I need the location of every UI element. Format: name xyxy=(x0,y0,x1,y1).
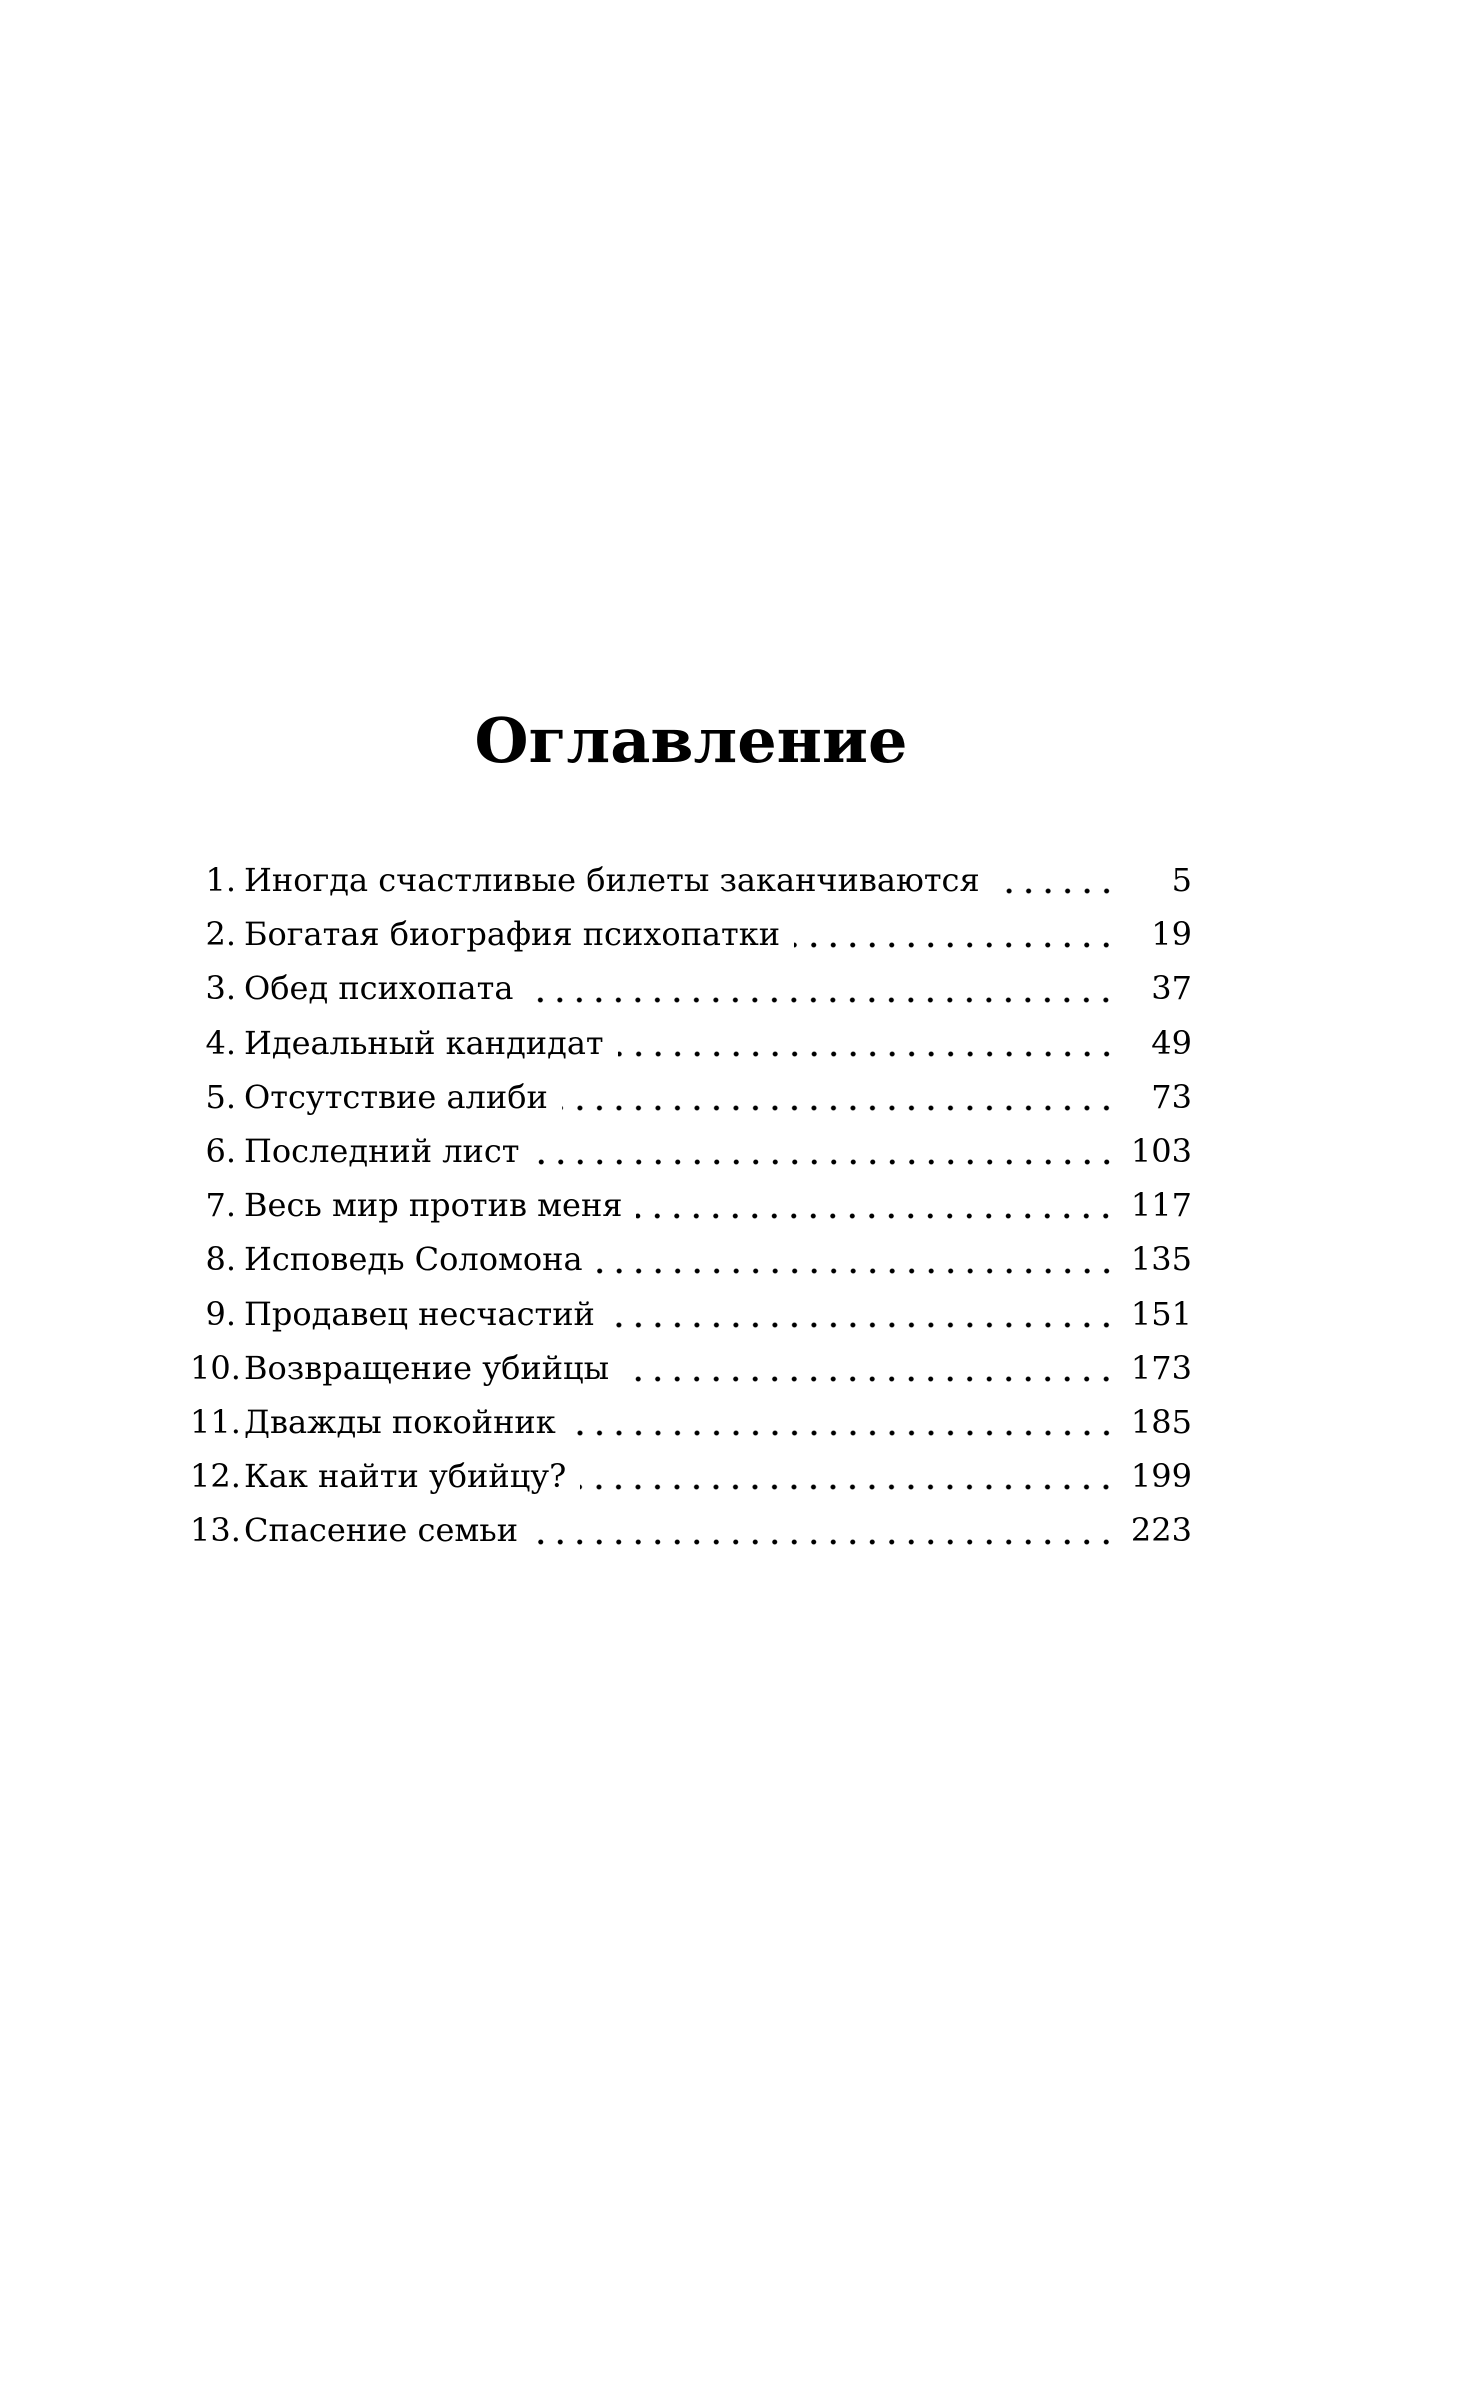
toc-leader-dots xyxy=(532,1503,1118,1557)
toc-leader-dots xyxy=(527,961,1118,1015)
toc-entry xyxy=(190,1287,1192,1341)
toc-entry-title: Отсутствие алиби xyxy=(244,1077,548,1116)
toc-entry-page: 223 xyxy=(1130,1511,1192,1550)
toc-entry-title: Исповедь Соломона xyxy=(244,1240,583,1279)
toc-entry-title: Богатая биография психопатки xyxy=(244,915,781,954)
toc-entry-page: 151 xyxy=(1130,1294,1192,1333)
toc-entry-page: 37 xyxy=(1151,969,1192,1008)
toc-leader-dots xyxy=(580,1449,1118,1503)
toc-entry-page: 199 xyxy=(1130,1457,1192,1496)
toc-entry-title: Возвращение убийцы xyxy=(244,1348,610,1387)
toc-entry xyxy=(190,1178,1192,1232)
toc-entry-number: 5. xyxy=(205,1077,236,1116)
toc-entry-number: 2. xyxy=(205,915,236,954)
table-of-contents xyxy=(190,853,1192,1558)
toc-entry-number: 12. xyxy=(190,1457,241,1496)
toc-leader-dots xyxy=(794,907,1118,961)
toc-entry-number: 4. xyxy=(205,1023,236,1062)
toc-entry-number: 1. xyxy=(205,861,236,899)
toc-leader-dots xyxy=(597,1232,1118,1286)
toc-entry-title: Последний лист xyxy=(244,1132,520,1171)
toc-entry xyxy=(190,1503,1192,1557)
toc-entry-page: 185 xyxy=(1130,1403,1192,1442)
toc-entry xyxy=(190,1232,1192,1286)
toc-entry xyxy=(190,1016,1192,1070)
toc-leader-dots xyxy=(562,1070,1118,1124)
toc-entry-page: 49 xyxy=(1151,1023,1192,1062)
toc-entry-number: 13. xyxy=(190,1511,241,1550)
toc-entry xyxy=(190,1341,1192,1395)
toc-entry-page: 19 xyxy=(1151,915,1192,954)
page-title: Оглавление xyxy=(474,704,908,777)
toc-entry-page: 117 xyxy=(1130,1186,1192,1225)
toc-entry-title: Весь мир против меня xyxy=(244,1186,623,1225)
toc-entry xyxy=(190,1070,1192,1124)
toc-entry xyxy=(190,961,1192,1015)
toc-entry-number: 8. xyxy=(205,1240,236,1279)
toc-entry-title: Иногда счастливые билеты заканчиваются xyxy=(244,861,980,899)
toc-entry-title: Продавец несчастий xyxy=(244,1294,595,1333)
toc-leader-dots xyxy=(609,1287,1118,1341)
toc-entry-page: 73 xyxy=(1151,1077,1192,1116)
toc-leader-dots xyxy=(570,1395,1118,1449)
toc-entry-number: 11. xyxy=(190,1403,241,1442)
toc-entry-title: Как найти убийцу? xyxy=(244,1457,567,1496)
toc-entry xyxy=(190,1449,1192,1503)
toc-entry xyxy=(190,907,1192,961)
toc-entry-page: 135 xyxy=(1130,1240,1192,1279)
toc-leader-dots xyxy=(636,1178,1118,1232)
toc-entry-number: 9. xyxy=(205,1294,236,1333)
toc-entry-page: 173 xyxy=(1130,1348,1192,1387)
toc-entry-title: Идеальный кандидат xyxy=(244,1023,604,1062)
toc-entry xyxy=(190,1395,1192,1449)
toc-entry-number: 6. xyxy=(205,1132,236,1171)
toc-leader-dots xyxy=(623,1341,1118,1395)
toc-leader-dots xyxy=(534,1124,1119,1178)
toc-entry-page: 5 xyxy=(1171,861,1192,899)
toc-leader-dots xyxy=(618,1016,1118,1070)
toc-entry-page: 103 xyxy=(1130,1132,1192,1171)
toc-entry xyxy=(190,1124,1192,1178)
toc-leader-dots xyxy=(994,853,1118,907)
toc-entry-number: 7. xyxy=(205,1186,236,1225)
toc-entry-number: 10. xyxy=(190,1348,241,1387)
toc-entry-title: Спасение семьи xyxy=(244,1511,519,1550)
toc-entry-number: 3. xyxy=(205,969,236,1008)
toc-entry-title: Дважды покойник xyxy=(244,1403,556,1442)
toc-entry-title: Обед психопата xyxy=(244,969,514,1008)
toc-entry xyxy=(190,853,1192,907)
